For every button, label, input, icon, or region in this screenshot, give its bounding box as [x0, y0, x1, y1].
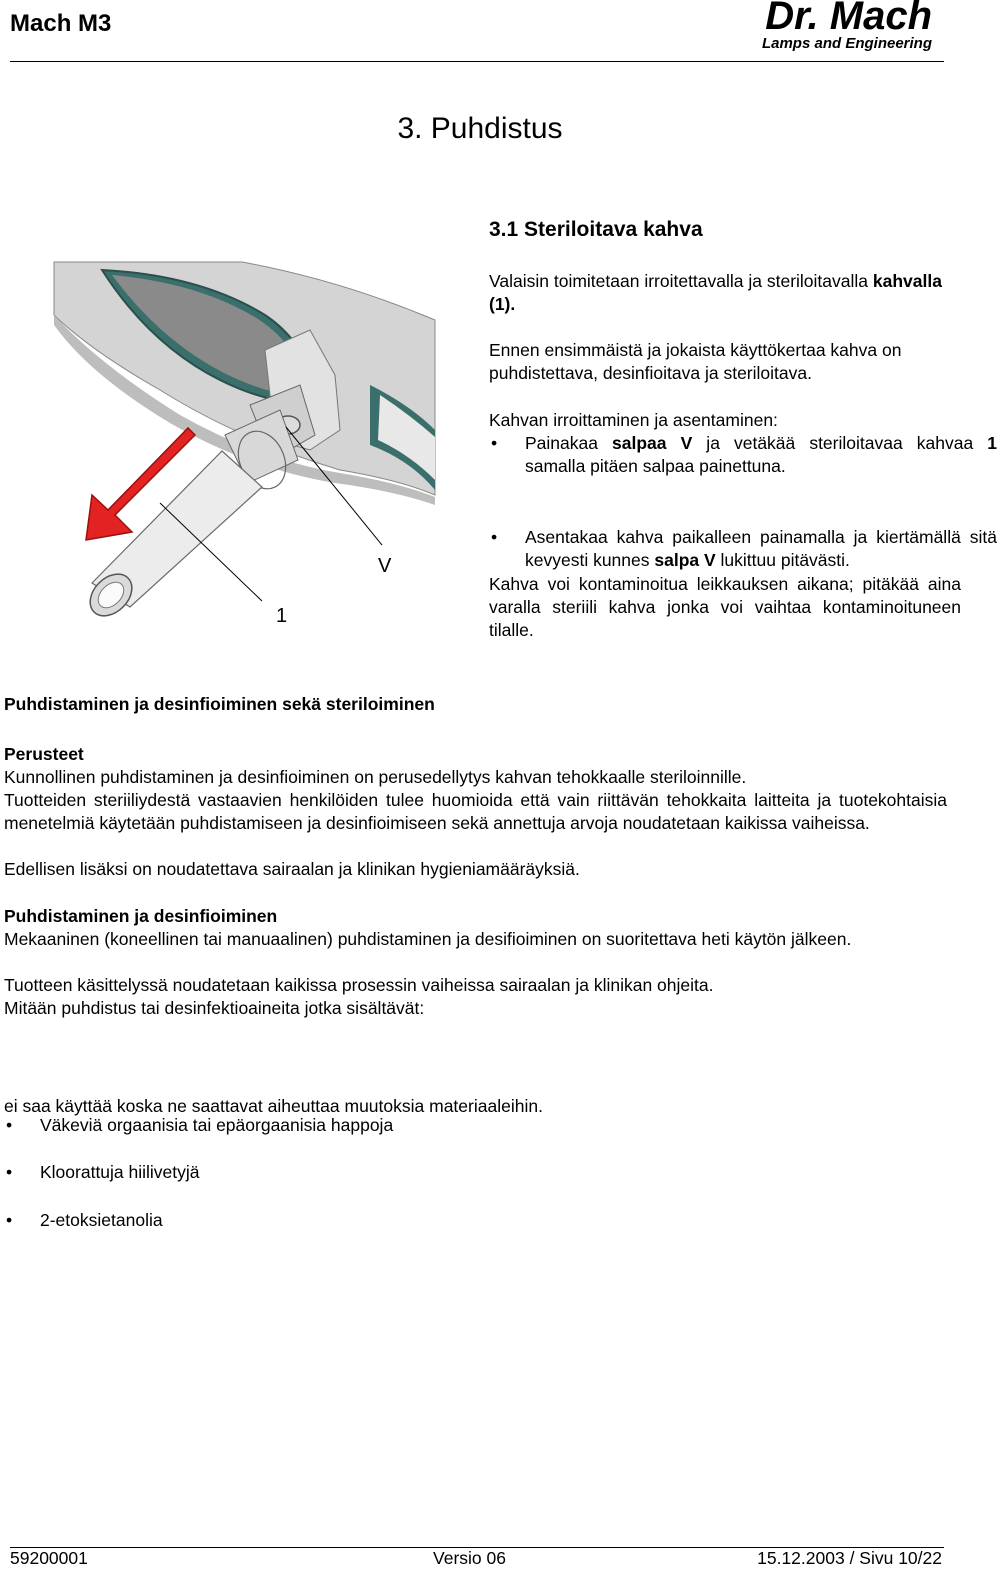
perusteet-paragraph-2: Tuotteiden steriiliydestä vastaavien henkilöiden tulee huomioida että vain riittävän tehokkaita laitteita ja tuotekohtaisia menetelmiä käytetään puhdistamiseen ja desinfioimiseen sekä annettuja arvoja noudatetaan kaikissa vaiheissa.: [4, 790, 947, 833]
list-item-text: 2-etoksietanolia: [40, 1210, 163, 1230]
perusteet-paragraph-3: Edellisen lisäksi on noudatettava sairaalan ja klinikan hygieniamääräyksiä.: [4, 859, 580, 879]
header-divider: [10, 61, 944, 62]
figure-label-v: V: [378, 555, 392, 577]
intro-bold: kahvalla (1).: [489, 271, 942, 314]
bullet-bold: salpaa V: [612, 433, 693, 453]
bullet-text: Painakaa: [525, 433, 613, 453]
list-item: [4, 1161, 983, 1184]
intro-paragraph: [489, 270, 961, 316]
bullet-text: samalla pitäen salpaa painettuna.: [525, 456, 786, 476]
contamination-paragraph: Kahva voi kontaminoitua leikkauksen aikana; pitäkää aina varalla steriili kahva jonka voi vaihtaa kontaminoituneen tilalle.: [489, 574, 961, 640]
intro-text: Valaisin toimitetaan irroitettavalla ja steriloitavalla: [489, 271, 873, 291]
footer-version: Versio 06: [433, 1548, 506, 1568]
cleaning-heading: Puhdistaminen ja desinfioiminen sekä steriloiminen: [4, 694, 435, 714]
brand-logo: [762, 0, 932, 52]
bullet-icon: •: [6, 1115, 13, 1135]
list-item-text: Kloorattuja hiilivetyjä: [40, 1162, 200, 1182]
handle-drawing: [10, 255, 440, 635]
bullet-icon: •: [6, 1162, 13, 1182]
pre-use-paragraph: Ennen ensimmäistä ja jokaista käyttökertaa kahva on puhdistettava, desinfioitava ja steriloitava.: [489, 340, 902, 383]
bullet-bold: 1: [987, 433, 997, 453]
disinfection-heading: Puhdistaminen ja desinfioiminen: [4, 906, 278, 926]
perusteet-paragraph-1: Kunnollinen puhdistaminen ja desinfioiminen on perusedellytys kahvan tehokkaalle steriloinnille.: [4, 767, 747, 787]
brand-tagline: Lamps and Engineering: [761, 35, 932, 52]
footer-date-page: 15.12.2003 / Sivu 10/22: [757, 1548, 942, 1568]
bullet-text: lukittuu pitävästi.: [715, 550, 850, 570]
removal-heading: Kahvan irroittaminen ja asentaminen:: [489, 410, 778, 430]
bullet-icon: •: [6, 1210, 13, 1230]
bullet-bold: salpa V: [654, 550, 716, 570]
brand-name: Dr. Mach: [765, 0, 932, 38]
list-item-text: Väkeviä orgaanisia tai epäorgaanisia happoja: [40, 1115, 394, 1135]
disinfection-paragraph-1: Mekaaninen (koneellinen tai manuaalinen) puhdistaminen ja desifioiminen on suoritettava heti käytön jälkeen.: [4, 929, 852, 949]
removal-bullet-2: [489, 526, 997, 572]
footer-doc-number: 59200001: [10, 1548, 88, 1568]
perusteet-heading: Perusteet: [4, 744, 84, 764]
disinfection-paragraph-4: ei saa käyttää koska ne saattavat aiheuttaa muutoksia materiaaleihin.: [4, 1096, 543, 1116]
header-product: Mach M3: [10, 10, 112, 37]
bullet-icon: •: [491, 527, 498, 547]
list-item: [4, 1209, 983, 1232]
bullet-text: Asentakaa kahva paikalleen painamalla ja kiertämällä sitä kevyesti kunnes: [525, 527, 997, 570]
removal-bullet-1: [489, 432, 997, 478]
disinfection-paragraph-2: Tuotteen käsittelyssä noudatetaan kaikissa prosessin vaiheissa sairaalan ja klinikan ohjeita.: [4, 975, 714, 995]
figure-label-1: 1: [276, 605, 288, 627]
section-title: 3. Puhdistus: [397, 112, 563, 145]
bullet-icon: •: [491, 433, 498, 453]
subsection-title: 3.1 Steriloitava kahva: [489, 218, 703, 241]
handle-illustration: [10, 255, 440, 635]
bullet-text: ja vetäkää steriloitavaa kahvaa: [692, 433, 988, 453]
disinfection-paragraph-3: Mitään puhdistus tai desinfektioaineita jotka sisältävät:: [4, 998, 425, 1018]
